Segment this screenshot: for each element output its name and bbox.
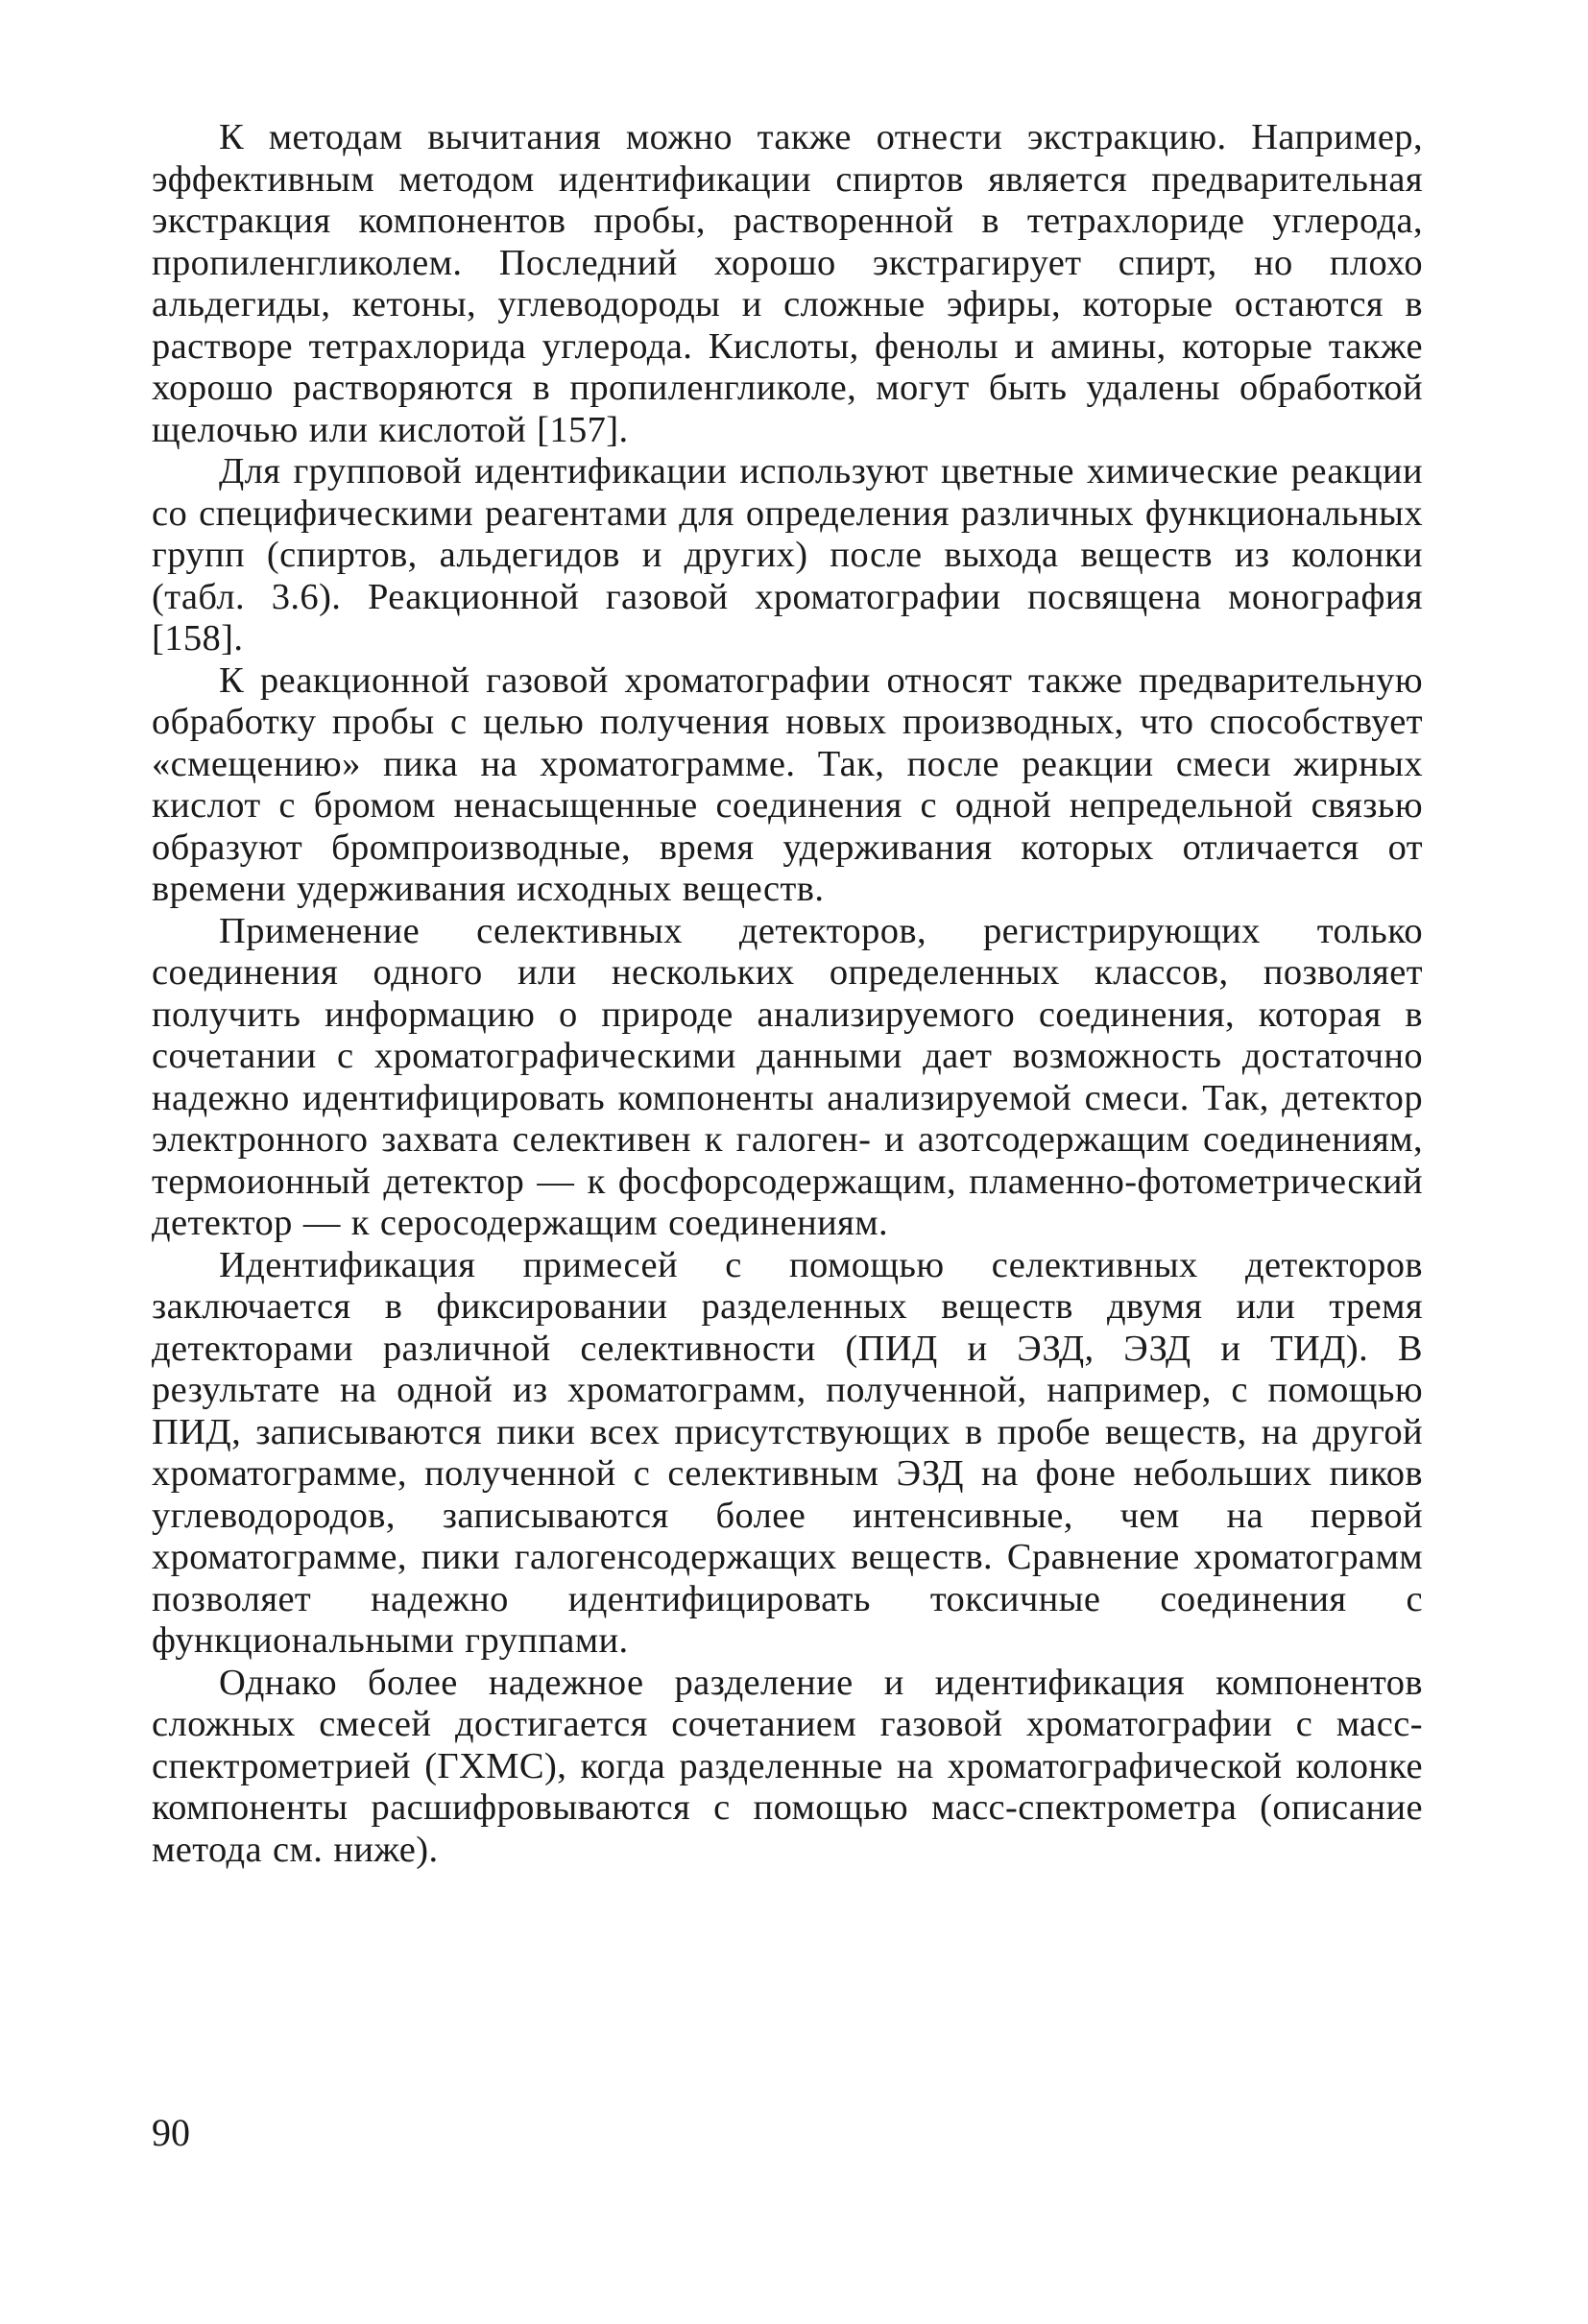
page-number: 90 [152, 2111, 190, 2154]
paragraph-reaction-chromatography: К реакционной газовой хроматографии относят также предварительную обработку пробы с целью получения новых производных, что способствует «смещению» пика на хроматограмме. Так, после реакции смеси жирных кислот с бромом ненасыщенные соединения с одной непредельной связью образуют бромпроизводные, время удерживания которых отличается от времени удерживания исходных веществ. [152, 659, 1423, 909]
paragraph-subtraction-methods: К методам вычитания можно также отнести экстракцию. Например, эффективным методом идентификации спиртов является предварительная экстракция компонентов пробы, растворенной в тетрахлориде углерода, пропиленгликолем. Последний хорошо экстрагирует спирт, но плохо альдегиды, кетоны, углеводороды и сложные эфиры, которые остаются в растворе тетрахлорида углерода. Кислоты, фенолы и амины, которые также хорошо растворяются в пропиленгликоле, могут быть удалены обработкой щелочью или кислотой [157]. [152, 117, 1423, 450]
page-body [152, 117, 1423, 1871]
paragraph-gcms: Однако более надежное разделение и идентификация компонентов сложных смесей достигается сочетанием газовой хроматографии с масс-спектрометрией (ГХМС), когда разделенные на хроматографической колонке компоненты расшифровываются с помощью масс-спектрометра (описание метода см. ниже). [152, 1662, 1423, 1870]
paragraph-impurity-identification: Идентификация примесей с помощью селективных детекторов заключается в фиксировании разделенных веществ двумя или тремя детекторами различной селективности (ПИД и ЭЗД, ЭЗД и ТИД). В результате на одной из хроматограмм, полученной, например, с помощью ПИД, записываются пики всех присутствующих в пробе веществ, на другой хроматограмме, полученной с селективным ЭЗД на фоне небольших пиков углеводородов, записываются более интенсивные, чем на первой хроматограмме, пики галогенсодержащих веществ. Сравнение хроматограмм позволяет надежно идентифицировать токсичные соединения с функциональными группами. [152, 1244, 1423, 1661]
paragraph-group-identification: Для групповой идентификации используют цветные химические реакции со специфическими реагентами для определения различных функциональных групп (спиртов, альдегидов и других) после выхода веществ из колонки (табл. 3.6). Реакционной газовой хроматографии посвящена монография [158]. [152, 451, 1423, 659]
paragraph-selective-detectors: Применение селективных детекторов, регистрирующих только соединения одного или нескольких определенных классов, позволяет получить информацию о природе анализируемого соединения, которая в сочетании с хроматографическими данными дает возможность достаточно надежно идентифицировать компоненты анализируемой смеси. Так, детектор электронного захвата селективен к галоген- и азотсодержащим соединениям, термоионный детектор — к фосфорсодержащим, пламенно-фотометрический детектор — к серосодержащим соединениям. [152, 910, 1423, 1243]
